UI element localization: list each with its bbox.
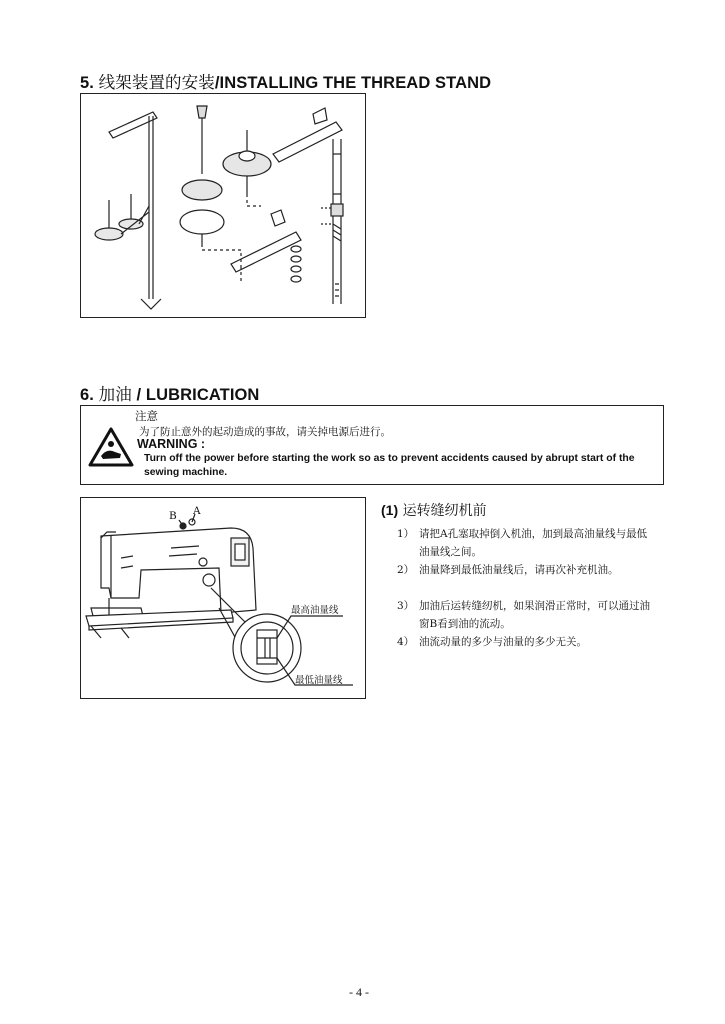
item-number: 1）	[397, 528, 415, 540]
warning-text-cn: 为了防止意外的起动造成的事故，请关掉电源后进行。	[139, 426, 391, 438]
section-6-number: 6.	[80, 386, 94, 404]
item-number: 4）	[397, 636, 415, 648]
thread-stand-illustration	[81, 94, 365, 317]
lubrication-figure	[80, 497, 366, 699]
section-5-heading	[80, 69, 491, 93]
item-text: 油量降到最低油量线后，请再次补充机油。	[419, 564, 619, 576]
section-5-title-en: INSTALLING THE THREAD STAND	[219, 74, 492, 92]
item-text: 加油后运转缝纫机，如果润滑正常时，可以通过油窗B看到油的流动。	[419, 600, 650, 630]
warning-box	[80, 405, 664, 485]
page-number: - 4 -	[349, 985, 369, 999]
warning-title-en: WARNING :	[137, 437, 206, 451]
section-5-number: 5.	[80, 74, 94, 92]
hand-caution-warning-icon	[87, 426, 135, 468]
item-text: 油流动量的多少与油量的多少无关。	[419, 636, 587, 648]
item-text: 请把A孔塞取掉倒入机油，加到最高油量线与最低油量线之间。	[419, 528, 648, 558]
list-item	[397, 597, 657, 633]
thread-stand-figure	[80, 93, 366, 318]
list-item	[397, 633, 657, 651]
label-b: B	[169, 510, 177, 522]
item-number: 3）	[397, 600, 415, 612]
section-6-separator: /	[136, 386, 142, 404]
section-6-title-cn: 加油	[98, 385, 132, 404]
item-number: 2）	[397, 564, 415, 576]
section-6-title-en: LUBRICATION	[145, 386, 260, 404]
label-min-oil-line: 最低油量线	[295, 675, 343, 686]
section-5-separator: /	[214, 74, 220, 92]
label-a: A	[193, 505, 201, 517]
subsection-heading	[381, 500, 487, 520]
warning-text-en: Turn off the power before starting the work so as to prevent accidents caused by abrupt start of the sewing machine.	[144, 453, 635, 478]
subsection-number: (1)	[381, 502, 399, 518]
list-item	[397, 561, 657, 597]
warning-title-cn: 注意	[135, 409, 158, 423]
section-6-heading	[80, 381, 259, 405]
label-max-oil-line: 最高油量线	[291, 605, 339, 616]
list-item	[397, 525, 657, 561]
subsection-title: 运转缝纫机前	[402, 503, 487, 519]
sewing-machine-illustration	[81, 498, 365, 698]
section-5-title-cn: 线架装置的安装	[98, 73, 215, 92]
